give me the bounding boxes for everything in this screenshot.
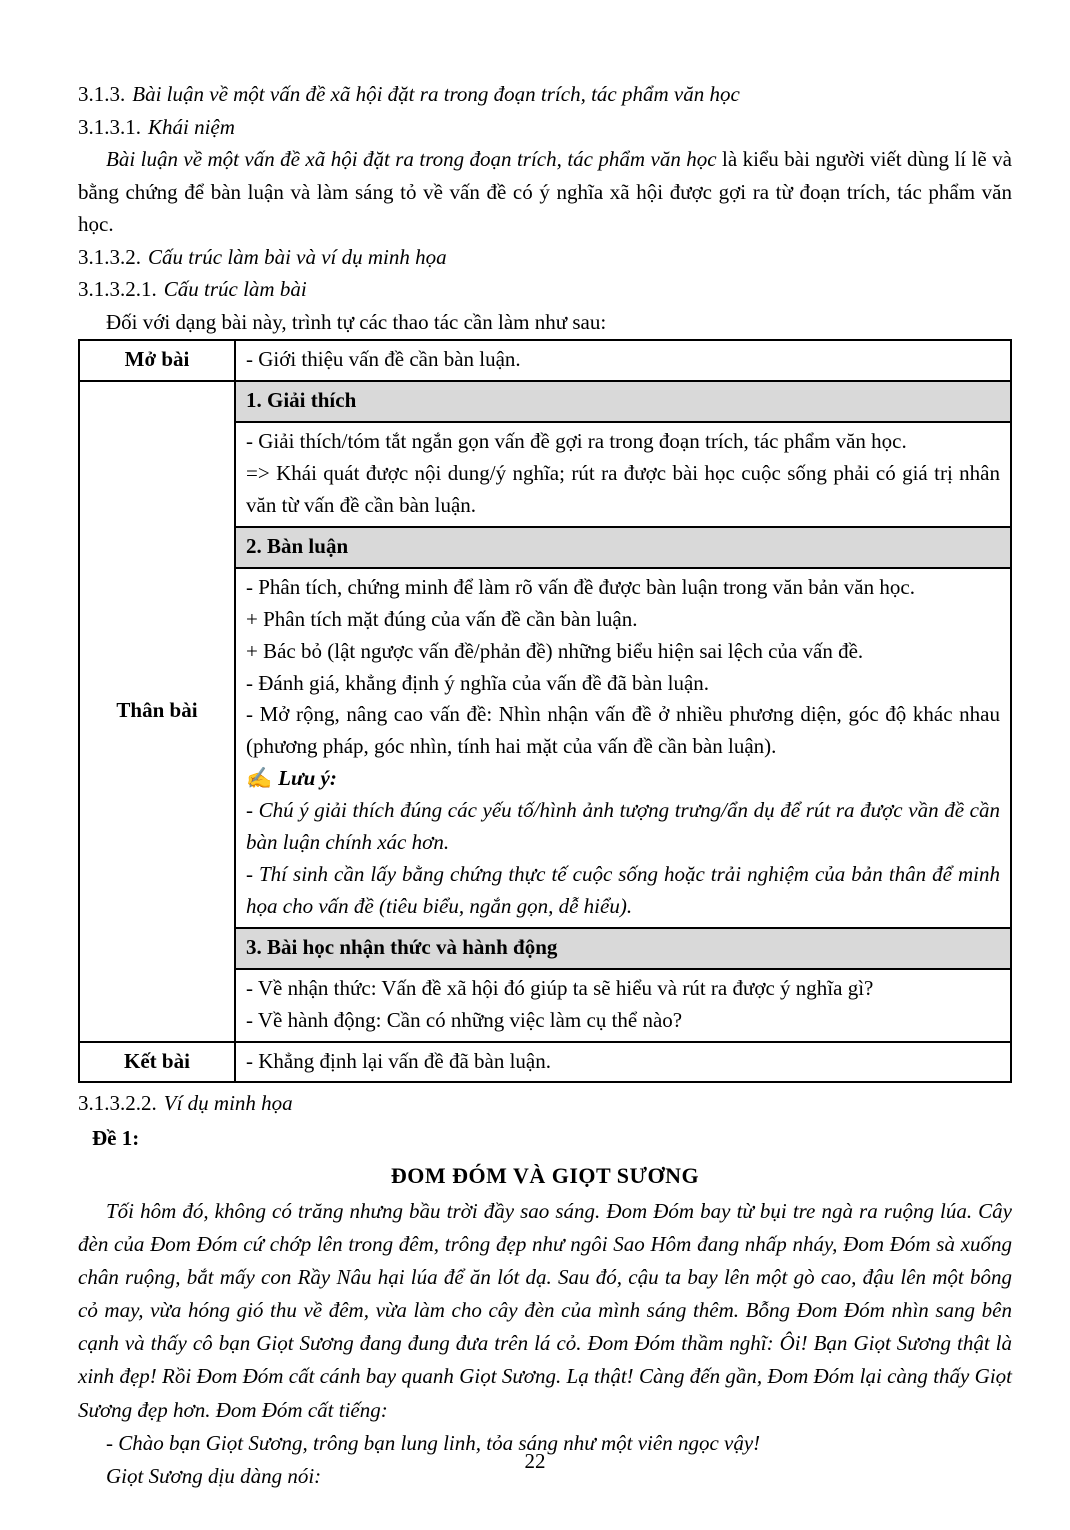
content-line: - Phân tích, chứng minh để làm rõ vấn đề được bàn luận trong văn bản văn học. [246,574,915,599]
definition-rest: là kiểu bài người viết dùng lí lẽ và bằng chứng để bàn luận và làm sáng tỏ về vấn đề có ý nghĩa xã hội được gợi ra từ đoạn trích, tác phẩm văn học. [78,147,1013,237]
section-heading-3-1-3-2-1 [78,273,1012,306]
content-bai-hoc [235,969,1011,1042]
section-title: Ví dụ minh họa [163,1091,293,1116]
page-number: 22 [524,1449,546,1473]
note-heading [246,763,1000,795]
row-content-ket-bai: - Khẳng định lại vấn đề đã bàn luận. [235,1042,1011,1083]
table-row-giai-thich-header [79,381,1011,422]
section-number: 3.1.3. [78,82,126,106]
content-ban-luan [235,568,1011,928]
definition-paragraph [78,143,1012,241]
content-giai-thich [235,422,1011,527]
section-number: 3.1.3.2.1. [78,277,157,302]
story-dialogue-line: Giọt Sương dịu dàng nói: [106,1463,322,1488]
note-heading-label: Lưu ý: [278,766,337,791]
definition-lead: Bài luận về một vấn đề xã hội đặt ra trong đoạn trích, tác phẩm văn học [106,147,717,172]
content-line: - Giải thích/tóm tắt ngắn gọn vấn đề gợi ra trong đoạn trích, tác phẩm văn học. [246,429,907,454]
row-label-ket-bai: Kết bài [79,1042,235,1083]
content-line: => Khái quát được nội dung/ý nghĩa; rút ra được bài học cuộc sống phải có giá trị nhân văn từ vấn đề cần bàn luận. [246,461,1000,517]
story-title: ĐOM ĐÓM VÀ GIỌT SƯƠNG [390,1162,700,1188]
section-number: 3.1.3.2. [78,244,141,269]
section-number: 3.1.3.2.2. [78,1091,157,1116]
content-line: - Về hành động: Cần có những việc làm cụ thể nào? [246,1007,683,1032]
section-heading-3-1-3 [78,78,1012,111]
story-paragraph: Tối hôm đó, không có trăng nhưng bầu trời đầy sao sáng. Đom Đóm bay từ bụi tre ngà ra ruộng lúa. Cây đèn của Đom Đóm cứ chớp lên trong đêm, trông đẹp như ngôi Sao Hôm đang nhấp nháy, Đom Đóm sà xuống chân ruộng, bắt mấy con Rầy Nâu hại lúa để ăn lót dạ. Sau đó, cậu ta bay lên một gò cao, đậu lên một bông cỏ may, vừa hóng gió thu về đêm, vừa làm cho cây đèn của mình sáng thêm. Bỗng Đom Đóm nhìn sang bên cạnh và thấy cô bạn Giọt Sương đang đung đưa trên lá cỏ. Đom Đóm thầm nghĩ: Ôi! Bạn Giọt Sương thật là xinh đẹp! Rồi Đom Đóm cất cánh bay quanh Giọt Sương. Lạ thật! Càng đến gần, Đom Đóm lại càng thấy Giọt Sương đẹp hơn. Đom Đóm cất tiếng: [78,1198,1012,1422]
section-heading-3-1-3-1 [78,111,1012,144]
content-line: + Phân tích mặt đúng của vấn đề cần bàn luận. [246,606,638,631]
content-line: - Đánh giá, khẳng định ý nghĩa của vấn đề đã bàn luận. [246,670,710,695]
content-line: + Bác bỏ (lật ngược vấn đề/phản đề) những biểu hiện sai lệch của vấn đề. [246,638,864,663]
section-title: Bài luận về một vấn đề xã hội đặt ra trong đoạn trích, tác phẩm văn học [132,82,740,106]
subheader-giai-thich: 1. Giải thích [235,381,1011,422]
table-intro-line: Đối với dạng bài này, trình tự các thao tác cần làm như sau: [106,309,607,334]
subheader-bai-hoc: 3. Bài học nhận thức và hành động [235,928,1011,969]
exercise-label: Đề 1: [92,1125,140,1150]
content-line: - Về nhận thức: Vấn đề xã hội đó giúp ta sẽ hiểu và rút ra được ý nghĩa gì? [246,975,874,1000]
writing-hand-icon: ✍ [246,766,273,791]
row-label-than-bai: Thân bài [79,381,235,1041]
essay-structure-table [78,339,1012,1083]
section-heading-3-1-3-2-2 [78,1087,1012,1120]
section-title: Cấu trúc làm bài và ví dụ minh họa [148,244,447,269]
table-row-mo-bai [79,340,1011,381]
subheader-ban-luan: 2. Bàn luận [235,527,1011,568]
row-label-mo-bai: Mở bài [79,340,235,381]
section-number: 3.1.3.1. [78,114,141,139]
table-row-ket-bai [79,1042,1011,1083]
note-line: - Thí sinh cần lấy bằng chứng thực tế cuộc sống hoặc trải nghiệm của bản thân để minh họa cho vấn đề (tiêu biểu, ngắn gọn, dễ hiểu). [246,861,1000,918]
section-heading-3-1-3-2 [78,241,1012,274]
section-title: Khái niệm [148,114,235,139]
section-title: Cấu trúc làm bài [163,277,307,302]
row-content-mo-bai: - Giới thiệu vấn đề cần bàn luận. [235,340,1011,381]
story-dialogue-line: - Chào bạn Giọt Sương, trông bạn lung linh, tỏa sáng như một viên ngọc vậy! [106,1430,761,1455]
note-line: - Chú ý giải thích đúng các yếu tố/hình ảnh tượng trưng/ẩn dụ để rút ra được vần đề cần bàn luận chính xác hơn. [246,798,1000,855]
content-line: - Mở rộng, nâng cao vấn đề: Nhìn nhận vấn đề ở nhiều phương diện, góc độ khác nhau (phương pháp, góc nhìn, tính hai mặt của vấn đề cần bàn luận). [246,702,1000,759]
